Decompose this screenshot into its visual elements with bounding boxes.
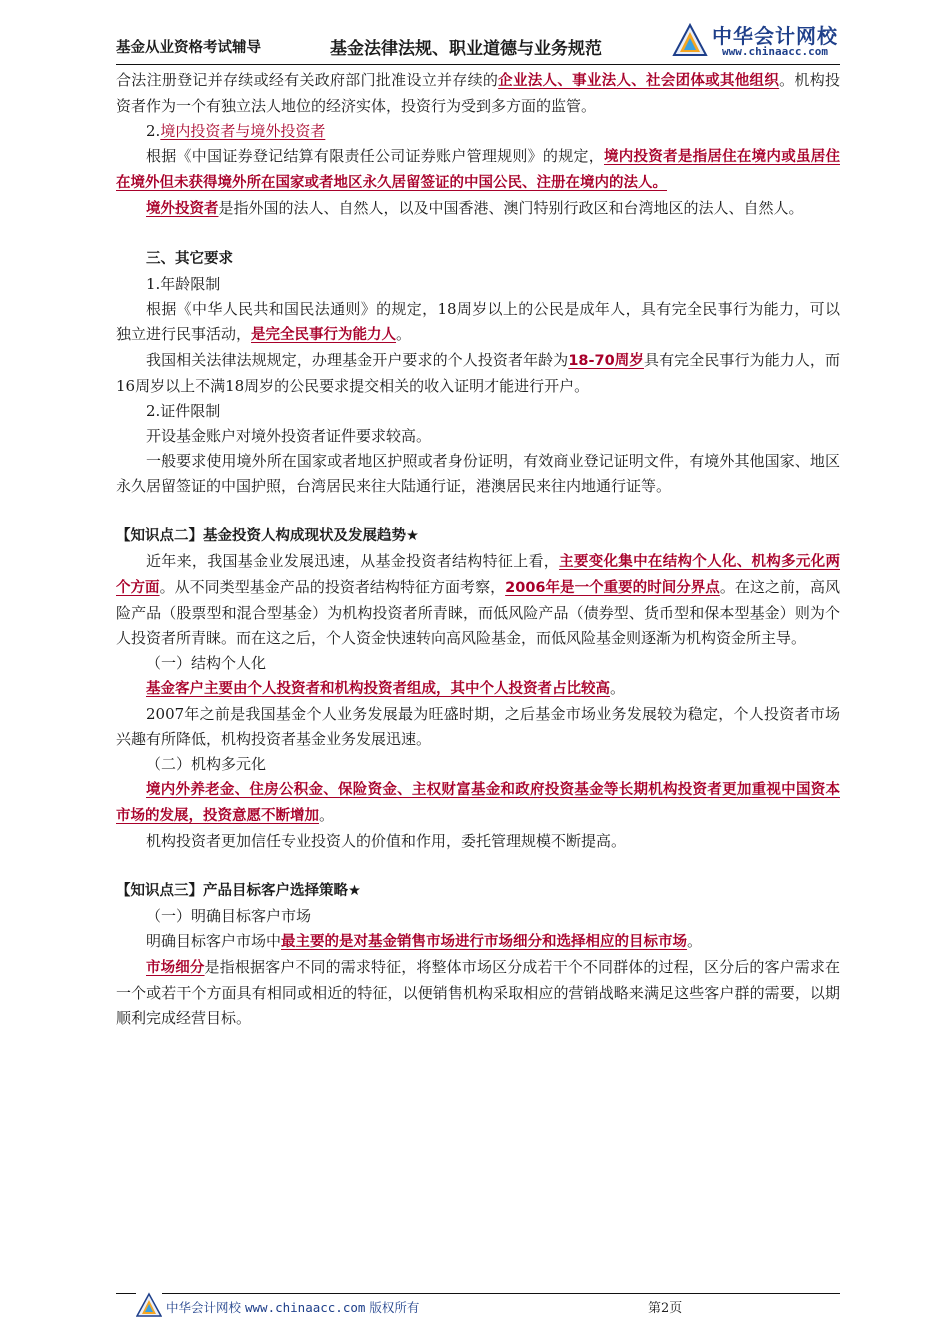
knowledge-point-title: 【知识点三】产品目标客户选择策略★ xyxy=(116,883,361,899)
subsection-title: 1.年龄限制 xyxy=(146,275,221,293)
paragraph: 近年来，我国基金业发展迅速，从基金投资者结构特征上看，主要变化集中在结构个人化、机构多元化两个方面。从不同类型基金产品的投资者结构特征方面考察，2006年是一个重要的时间分界点。在这之前，高风险产品（股票型和混合型基金）为机构投资者所青睐，而低风险产品（债券型、货币型和保本型基金）则为个人投资者所青睐。而在这之后，个人资金快速转向高风险基金，而低风险基金则逐渐为机构资金所主导。 xyxy=(116,552,840,647)
paragraph: 一般要求使用境外所在国家或者地区护照或者身份证明，有效商业登记证明文件，有境外其他国家、地区永久居留签证的中国护照，台湾居民来往大陆通行证，港澳居民来往内地通行证等。 xyxy=(116,452,840,495)
subsection-title: 2.证件限制 xyxy=(146,402,221,420)
footer-text xyxy=(166,1298,419,1316)
paragraph: 基金客户主要由个人投资者和机构投资者组成，其中个人投资者占比较高。 xyxy=(146,679,626,697)
section-title: 三、其它要求 xyxy=(146,251,233,267)
page-header xyxy=(116,18,840,64)
highlight: 18-70周岁 xyxy=(568,353,644,369)
footer-divider xyxy=(116,1293,840,1294)
brand-name: 中华会计网校 xyxy=(712,24,838,48)
brand-logo xyxy=(664,18,844,64)
highlight: 最主要的是对基金销售市场进行市场细分和选择相应的目标市场 xyxy=(281,934,688,950)
paragraph: 境外投资者是指外国的法人、自然人，以及中国香港、澳门特别行政区和台湾地区的法人、自然人。 xyxy=(146,199,804,217)
logo-triangle-icon xyxy=(672,22,708,58)
page-number: 第2页 xyxy=(648,1301,683,1316)
highlight: 是完全民事行为能力人 xyxy=(251,327,397,343)
paragraph: 2007年之前是我国基金个人业务发展最为旺盛时期，之后基金市场业务发展较为稳定，个人投资者市场兴趣有所降低，机构投资者基金业务发展迅速。 xyxy=(116,705,840,748)
section-heading: 2.境内投资者与境外投资者 xyxy=(146,122,326,140)
knowledge-point-title: 【知识点二】基金投资人构成现状及发展趋势★ xyxy=(116,528,419,544)
paragraph: 明确目标客户市场中最主要的是对基金销售市场进行市场细分和选择相应的目标市场。 xyxy=(146,932,703,950)
highlight: 境内投资者与境外投资者 xyxy=(160,122,326,140)
highlight: 主要变化集中在结构个人化、机构多元化两个方面 xyxy=(116,554,840,596)
highlight: 基金客户主要由个人投资者和机构投资者组成，其中个人投资者占比较高 xyxy=(146,681,610,697)
paragraph: 市场细分是指根据客户不同的需求特征，将整体市场区分成若干个不同群体的过程，区分后的客户需求在一个或若干个方面具有相同或相近的特征，以便销售机构采取相应的营销战略来满足这些客户群的需要，以期顺利完成经营目标。 xyxy=(116,958,841,1027)
highlight: 2006年是一个重要的时间分界点 xyxy=(505,580,720,596)
paragraph: 开设基金账户对境外投资者证件要求较高。 xyxy=(146,427,432,445)
highlight: 境内投资者是指居住在境内或虽居住在境外但未获得境外所在国家或者地区永久居留签证的中国公民、注册在境内的法人。 xyxy=(116,149,840,191)
footer-rights: 版权所有 xyxy=(369,1300,420,1315)
paragraph: 我国相关法律法规规定，办理基金开户要求的个人投资者年龄为18-70周岁具有完全民事行为能力人，而16周岁以上不满18周岁的公民要求提交相关的收入证明才能进行开户。 xyxy=(116,351,840,395)
subsection-title: （一）明确目标客户市场 xyxy=(146,907,312,925)
paragraph: 根据《中华人民共和国民法通则》的规定，18周岁以上的公民是成年人，具有完全民事行为能力，可以独立进行民事活动，是完全民事行为能力人。 xyxy=(116,300,840,343)
paragraph: 合法注册登记并存续或经有关政府部门批准设立并存续的企业法人、事业法人、社会团体或其他组织。机构投资者作为一个有独立法人地位的经济实体，投资行为受到多方面的监管。 xyxy=(116,71,840,115)
highlight: 市场细分 xyxy=(146,960,205,976)
header-left-title: 基金从业资格考试辅导 xyxy=(116,40,261,56)
paragraph: 境内外养老金、住房公积金、保险资金、主权财富基金和政府投资基金等长期机构投资者更加重视中国资本市场的发展，投资意愿不断增加。 xyxy=(116,782,840,824)
footer-site: www.chinaacc.com xyxy=(245,1300,366,1315)
paragraph: 根据《中国证券登记结算有限责任公司证券账户管理规则》的规定，境内投资者是指居住在境内或虽居住在境外但未获得境外所在国家或者地区永久居留签证的中国公民、注册在境内的法人。 xyxy=(116,147,840,191)
header-center-title: 基金法律法规、职业道德与业务规范 xyxy=(330,39,602,59)
brand-site: www.chinaacc.com xyxy=(722,45,828,58)
logo-triangle-icon xyxy=(136,1292,162,1318)
paragraph: 机构投资者更加信任专业投资人的价值和作用，委托管理规模不断提高。 xyxy=(146,832,627,850)
highlight: 境外投资者 xyxy=(146,201,219,217)
highlight: 企业法人、事业法人、社会团体或其他组织 xyxy=(498,73,780,89)
header-divider xyxy=(116,64,840,65)
subsection-title: （一）结构个人化 xyxy=(146,654,267,672)
document-body xyxy=(116,68,840,1031)
highlight: 境内外养老金、住房公积金、保险资金、主权财富基金和政府投资基金等长期机构投资者更加重视中国资本市场的发展，投资意愿不断增加 xyxy=(116,782,840,824)
footer-brand-name: 中华会计网校 xyxy=(166,1300,242,1315)
subsection-title: （二）机构多元化 xyxy=(146,755,267,773)
